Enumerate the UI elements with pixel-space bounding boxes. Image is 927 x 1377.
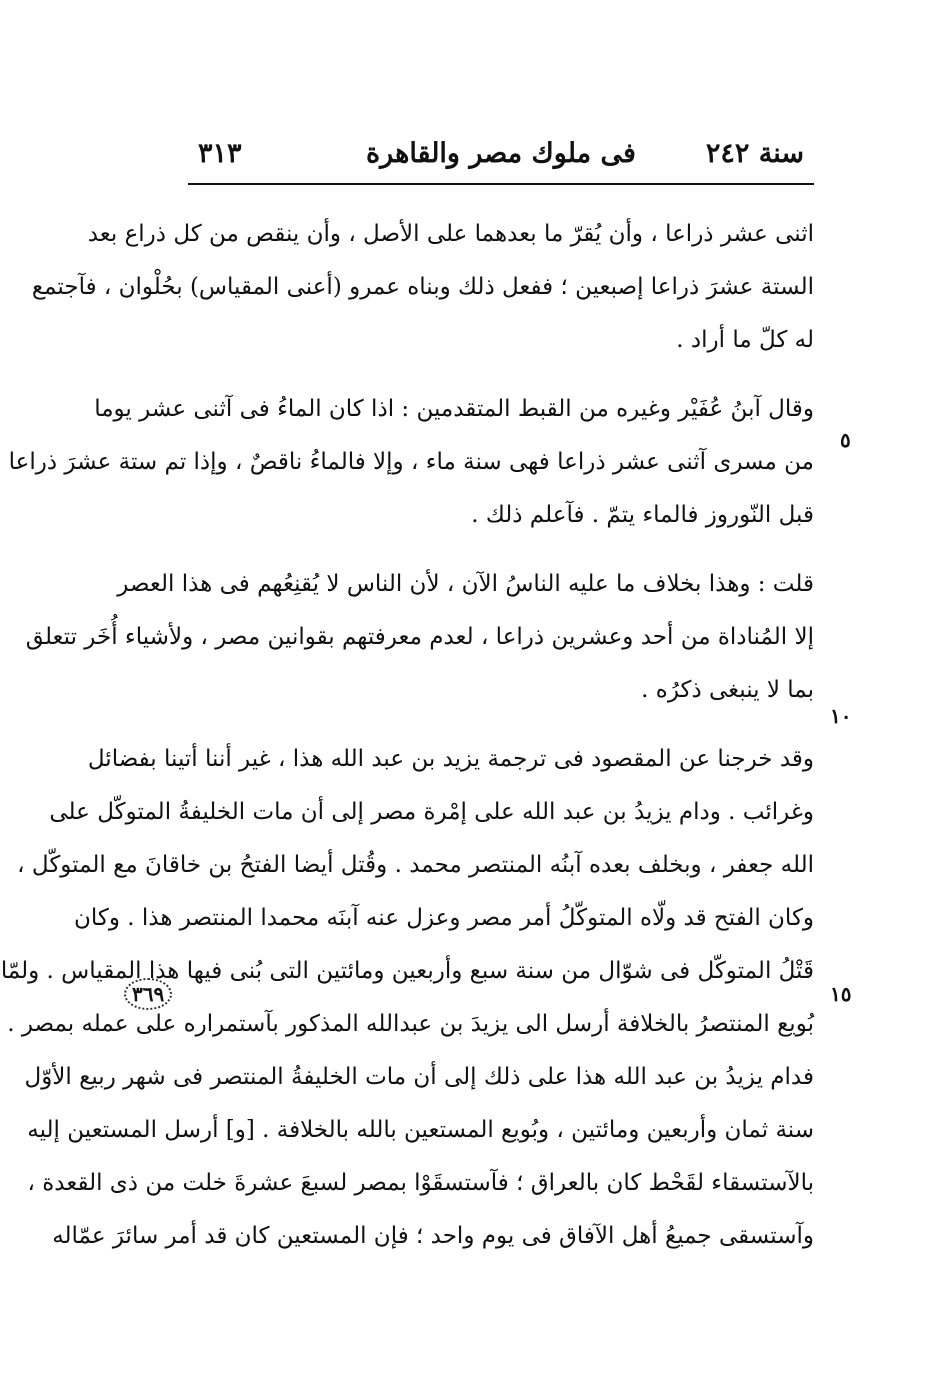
paragraph-1 xyxy=(31,208,814,367)
text-line: اثنى عشر ذراعا ، وأن يُقرّ ما بعدهما على الأصل ، وأن ينقص من كل ذراع بعد xyxy=(87,221,814,247)
text-line: بما لا ينبغى ذكرُه . xyxy=(641,677,814,703)
paragraph-2 xyxy=(8,383,814,542)
header-year: سنة ٢٤٢ xyxy=(705,138,804,169)
header-title: فى ملوك مصر والقاهرة xyxy=(366,138,636,169)
text-line: فدام يزيدُ بن عبد الله هذا على ذلك إلى أن مات الخليفةُ المنتصر فى شهر ربيع الأوّل xyxy=(24,1064,814,1090)
paragraph-3 xyxy=(25,558,814,717)
text-line: سنة ثمان وأربعين ومائتين ، وبُويع المستعين بالله بالخلافة . [و] أرسل المستعين إليه xyxy=(27,1117,814,1143)
side-page-reference: ٣٦٩ xyxy=(124,978,172,1010)
text-line: قَتْلُ المتوكّل فى شوّال من سنة سبع وأربعين ومائتين التى بُنى فيها هذا المقياس . ولمّا xyxy=(0,958,814,984)
text-line: إلا المُناداة من أحد وعشرين ذراعا ، لعدم معرفتهم بقوانين مصر ، ولأشياء أُخَر تتعلق xyxy=(25,624,814,650)
text-line: الستة عشرَ ذراعا إصبعين ؛ ففعل ذلك وبناه عمرو (أعنى المقياس) بحُلْوان ، فآجتمع xyxy=(31,274,814,300)
text-line: وقال آبنُ عُفَيْر وغيره من القبط المتقدمين : اذا كان الماءُ فى آثنى عشر يوما xyxy=(94,396,814,422)
line-number-15: ١٥ xyxy=(830,982,852,1006)
text-line: له كلّ ما أراد . xyxy=(676,327,814,353)
page-number: ٣١٣ xyxy=(198,138,242,169)
text-line: وآستسقى جميعُ أهل الآفاق فى يوم واحد ؛ فإن المستعين كان قد أمر سائرَ عمّاله xyxy=(52,1223,814,1249)
text-line: وكان الفتح قد ولّاه المتوكّلُ أمر مصر وعزل عنه آبنَه محمدا المنتصر هذا . وكان xyxy=(74,905,814,931)
text-line: وغرائب . ودام يزيدُ بن عبد الله على إمْرة مصر إلى أن مات الخليفةُ المتوكّل على xyxy=(49,799,814,825)
running-head xyxy=(190,132,812,176)
text-line: قبل النّوروز فالماء يتمّ . فآعلم ذلك . xyxy=(471,502,814,528)
text-line: الله جعفر ، وبخلف بعده آبنُه المنتصر محمد . وقُتل أيضا الفتحُ بن خاقانَ مع المتوكّل ، xyxy=(17,852,814,878)
line-number-5: ٥ xyxy=(840,428,851,452)
text-line: قلت : وهذا بخلاف ما عليه الناسُ الآن ، لأن الناس لا يُقنِعُهم فى هذا العصر xyxy=(117,571,814,597)
header-rule xyxy=(188,183,814,185)
line-number-10: ١٠ xyxy=(830,704,852,728)
text-line: وقد خرجنا عن المقصود فى ترجمة يزيد بن عبد الله هذا ، غير أننا أتينا بفضائل xyxy=(87,746,814,772)
text-line: من مسرى آثنى عشر ذراعا فهى سنة ماء ، وإلا فالماءُ ناقصٌ ، وإذا تم ستة عشرَ ذراعا xyxy=(8,449,814,475)
text-line: بُويع المنتصرُ بالخلافة أرسل الى يزيدَ بن عبدالله المذكور بآستمراره على عمله بمصر . xyxy=(7,1011,814,1037)
text-line: بالآستسقاء لقَحْط كان بالعراق ؛ فآستسقَوْا بمصر لسبعَ عشرةَ خلت من ذى القعدة ، xyxy=(27,1170,814,1196)
